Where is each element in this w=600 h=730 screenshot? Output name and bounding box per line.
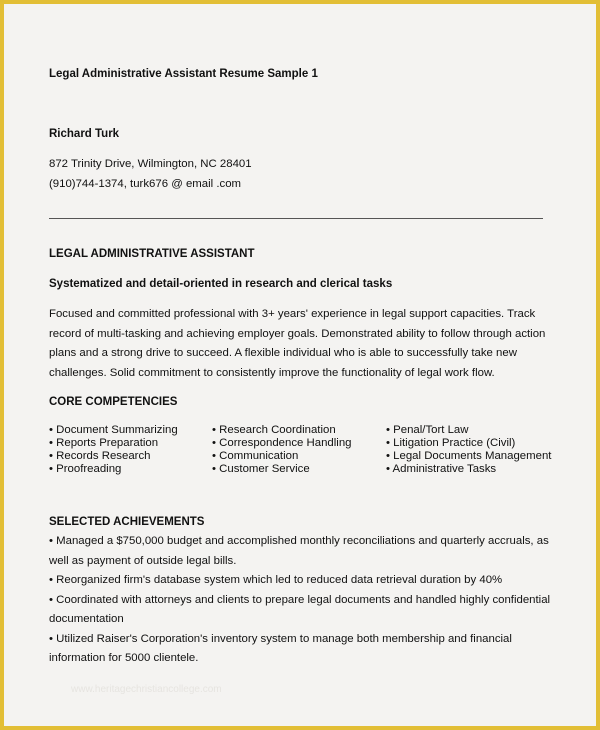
achievement-line: • Utilized Raiser's Corporation's inventory system to manage both membership and financial — [49, 632, 512, 645]
section-divider — [49, 218, 543, 219]
competency-item: • Proofreading — [49, 463, 122, 475]
candidate-name: Richard Turk — [49, 128, 120, 140]
tagline: Systematized and detail-oriented in research and clerical tasks — [49, 278, 393, 290]
summary-paragraph — [49, 305, 549, 383]
competency-item: • Document Summarizing — [49, 424, 178, 436]
summary-line: challenges. Solid commitment to consistently improve the functionality of legal work flow. — [49, 366, 495, 379]
competency-item: • Penal/Tort Law — [386, 424, 469, 436]
achievement-line: information for 5000 clientele. — [49, 652, 199, 664]
competency-item: • Correspondence Handling — [212, 437, 352, 449]
document-title: Legal Administrative Assistant Resume Sample 1 — [49, 68, 318, 80]
competency-item: • Communication — [212, 450, 299, 462]
competencies-column-1 — [49, 424, 178, 476]
achievement-line: documentation — [49, 613, 124, 625]
competency-item: • Administrative Tasks — [386, 463, 497, 475]
summary-line: record of multi-tasking and achieving employer goals. Demonstrated ability to follow through action — [49, 327, 546, 340]
competency-item: • Litigation Practice (Civil) — [386, 437, 516, 449]
achievements-heading: SELECTED ACHIEVEMENTS — [49, 516, 205, 528]
achievements-list — [49, 532, 554, 669]
competencies-column-3 — [386, 424, 551, 476]
summary-line: plans and a strong drive to succeed. A flexible individual who is able to successfully take new — [49, 347, 517, 359]
competency-item: • Reports Preparation — [49, 437, 159, 449]
achievement-line: • Managed a $750,000 budget and accomplished monthly reconciliations and quarterly accruals, as — [49, 535, 549, 547]
competencies-heading: CORE COMPETENCIES — [49, 396, 178, 408]
summary-line: Focused and committed professional with 3+ years' experience in legal support capacities. Track — [49, 308, 536, 320]
address-line: 872 Trinity Drive, Wilmington, NC 28401 — [49, 158, 252, 170]
competency-item: • Research Coordination — [212, 424, 336, 436]
contact-line: (910)744-1374, turk676 @ email .com — [49, 178, 242, 190]
competencies-column-2 — [212, 424, 352, 476]
achievement-line: well as payment of outside legal bills. — [49, 554, 237, 567]
achievement-line: • Reorganized firm's database system which led to reduced data retrieval duration by 40% — [49, 574, 503, 586]
achievement-line: • Coordinated with attorneys and clients to prepare legal documents and handled highly confidential — [49, 593, 551, 606]
role-heading: LEGAL ADMINISTRATIVE ASSISTANT — [49, 248, 255, 260]
competency-item: • Customer Service — [212, 463, 310, 475]
watermark: www.heritagechristiancollege.com — [71, 684, 222, 695]
competency-item: • Legal Documents Management — [386, 450, 552, 462]
competency-item: • Records Research — [49, 450, 151, 462]
